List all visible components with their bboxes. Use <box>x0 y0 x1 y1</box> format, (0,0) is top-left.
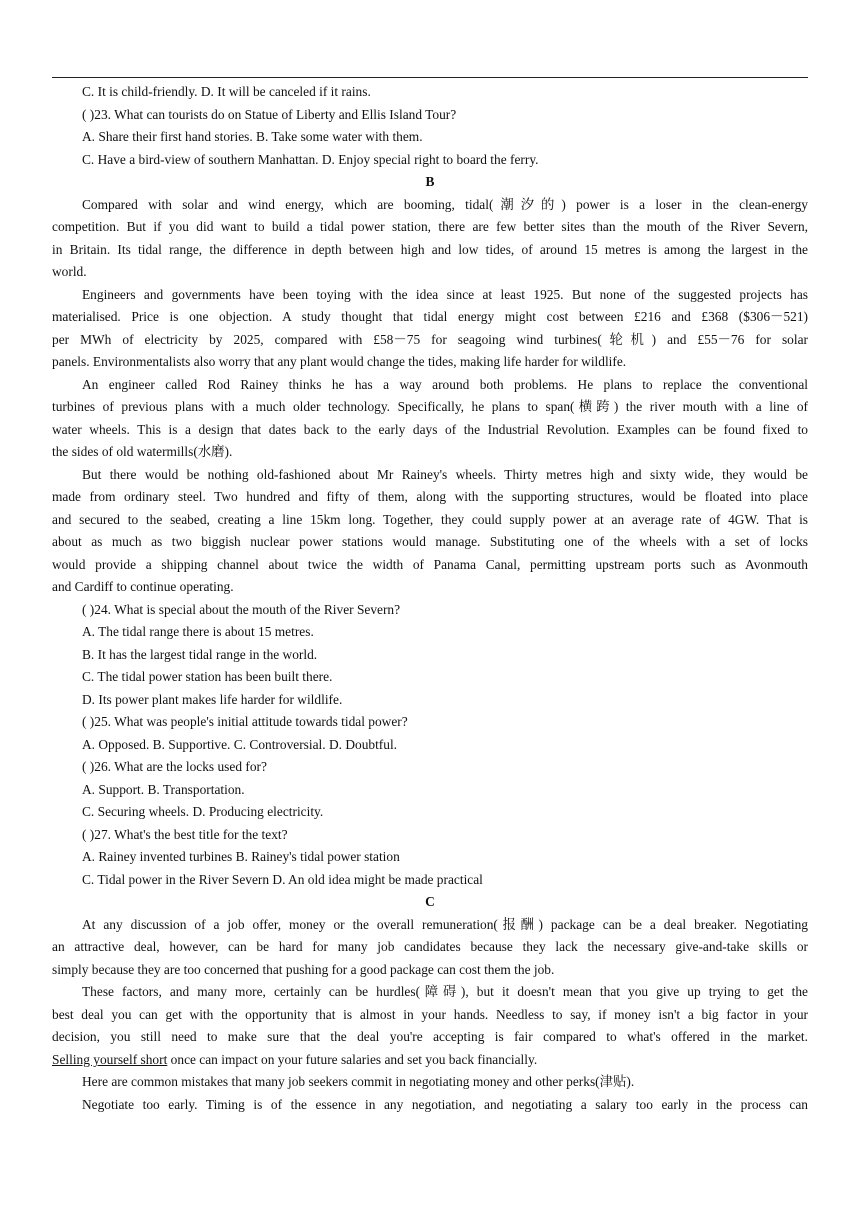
answer-options: C. Securing wheels. D. Producing electricity. <box>82 804 324 819</box>
section-heading: B <box>425 174 435 189</box>
paragraph-line: per MWh of electricity by 2025, compared with £58－75 for seagoing wind turbines(轮机) and £55－76 for solar <box>52 332 808 347</box>
question-stem: ( )27. What's the best title for the text? <box>82 827 288 842</box>
paragraph-line: An engineer called Rod Rainey thinks he has a way around both problems. He plans to replace the conventional <box>82 377 808 392</box>
paragraph-line: These factors, and many more, certainly can be hurdles(障碍), but it doesn't mean that you give up trying to get the <box>82 984 808 999</box>
line-text: once can impact on your future salaries and set you back financially. <box>170 1052 538 1067</box>
underlined-phrase: Selling yourself short <box>52 1052 168 1067</box>
answer-options: A. Support. B. Transportation. <box>82 782 245 797</box>
header-rule <box>52 77 808 78</box>
paragraph-line: competition. But if you did want to build a tidal power station, there are few better sites than the mouth of the River Severn, <box>52 219 808 234</box>
answer-options: B. It has the largest tidal range in the world. <box>82 647 318 662</box>
paragraph-line: decision, you still need to make sure that the deal you're accepting is fair compared to what's offered in the market. <box>52 1029 808 1044</box>
paragraph-line: and Cardiff to continue operating. <box>52 579 234 594</box>
paragraph-line: But there would be nothing old‐fashioned about Mr Rainey's wheels. Thirty metres high and sixty wide, they would be <box>82 467 808 482</box>
answer-options: C. The tidal power station has been built there. <box>82 669 333 684</box>
paragraph-line: turbines of previous plans with a much older technology. Specifically, he plans to span(横跨) the river mouth with a line of <box>52 399 808 414</box>
answer-options: C. Tidal power in the River Severn D. An old idea might be made practical <box>82 872 483 887</box>
answer-options: A. Rainey invented turbines B. Rainey's tidal power station <box>82 849 400 864</box>
paragraph-line: the sides of old watermills(水磨). <box>52 444 233 459</box>
answer-options: D. Its power plant makes life harder for wildlife. <box>82 692 343 707</box>
paragraph-line <box>52 1051 808 1069</box>
paragraph-line: Compared with solar and wind energy, which are booming, tidal(潮汐的) power is a loser in the clean-energy <box>82 197 808 212</box>
paragraph-line: about as much as two biggish nuclear power stations would manage. Substituting one of the wheels with a set of locks <box>52 534 808 549</box>
paragraph-line: an attractive deal, however, can be hard for many job candidates because they lack the necessary give‐and‐take skills or <box>52 939 808 954</box>
section-heading: C <box>425 894 435 909</box>
paragraph-line: world. <box>52 264 87 279</box>
paragraph-line: best deal you can get with the opportunity that is almost in your hands. Needless to say, if money isn't a big factor in your <box>52 1007 808 1022</box>
paragraph-line: made from ordinary steel. Two hundred and fifty of them, along with the supporting structures, would be floated into place <box>52 489 808 504</box>
paragraph-line: At any discussion of a job offer, money or the overall remuneration(报酬) package can be a deal breaker. Negotiating <box>82 917 808 932</box>
paragraph-line: and secured to the seabed, creating a line 15km long. Together, they could supply power at an average rate of 4GW. That is <box>52 512 808 527</box>
question-stem: ( )24. What is special about the mouth of the River Severn? <box>82 602 401 617</box>
paragraph-line: would provide a shipping channel about twice the width of Panama Canal, permitting upstream ports such as Avonmouth <box>52 557 808 572</box>
question-stem: ( )26. What are the locks used for? <box>82 759 267 774</box>
question-stem: ( )25. What was people's initial attitude towards tidal power? <box>82 714 408 729</box>
answer-options: A. Opposed. B. Supportive. C. Controversial. D. Doubtful. <box>82 737 398 752</box>
paragraph-line: Negotiate too early. Timing is of the essence in any negotiation, and negotiating a salary too early in the process can <box>82 1097 808 1112</box>
paragraph-line: Here are common mistakes that many job seekers commit in negotiating money and other perks(津贴). <box>82 1074 635 1089</box>
answer-options: A. The tidal range there is about 15 metres. <box>82 624 314 639</box>
answer-options: C. It is child‐friendly. D. It will be canceled if it rains. <box>82 84 371 99</box>
paragraph-line: in Britain. Its tidal range, the difference in depth between high and low tides, of around 15 metres is among the largest in the <box>52 242 808 257</box>
question-stem: ( )23. What can tourists do on Statue of Liberty and Ellis Island Tour? <box>82 107 457 122</box>
answer-options: A. Share their first hand stories. B. Take some water with them. <box>82 129 423 144</box>
paragraph-line: Engineers and governments have been toying with the idea since at least 1925. But none of the suggested projects has <box>82 287 808 302</box>
paragraph-line: simply because they are too concerned that pushing for a good package can cost them the job. <box>52 962 555 977</box>
paragraph-line: panels. Environmentalists also worry that any plant would change the tides, making life harder for wildlife. <box>52 354 627 369</box>
document-page <box>52 0 808 1216</box>
paragraph-line: materialised. Price is one objection. A study thought that tidal energy might cost between £216 and £368 ($306－521) <box>52 309 808 324</box>
answer-options: C. Have a bird‐view of southern Manhattan. D. Enjoy special right to board the ferry. <box>82 152 539 167</box>
paragraph-line: water wheels. This is a design that dates back to the early days of the Industrial Revolution. Examples can be found fixed to <box>52 422 808 437</box>
